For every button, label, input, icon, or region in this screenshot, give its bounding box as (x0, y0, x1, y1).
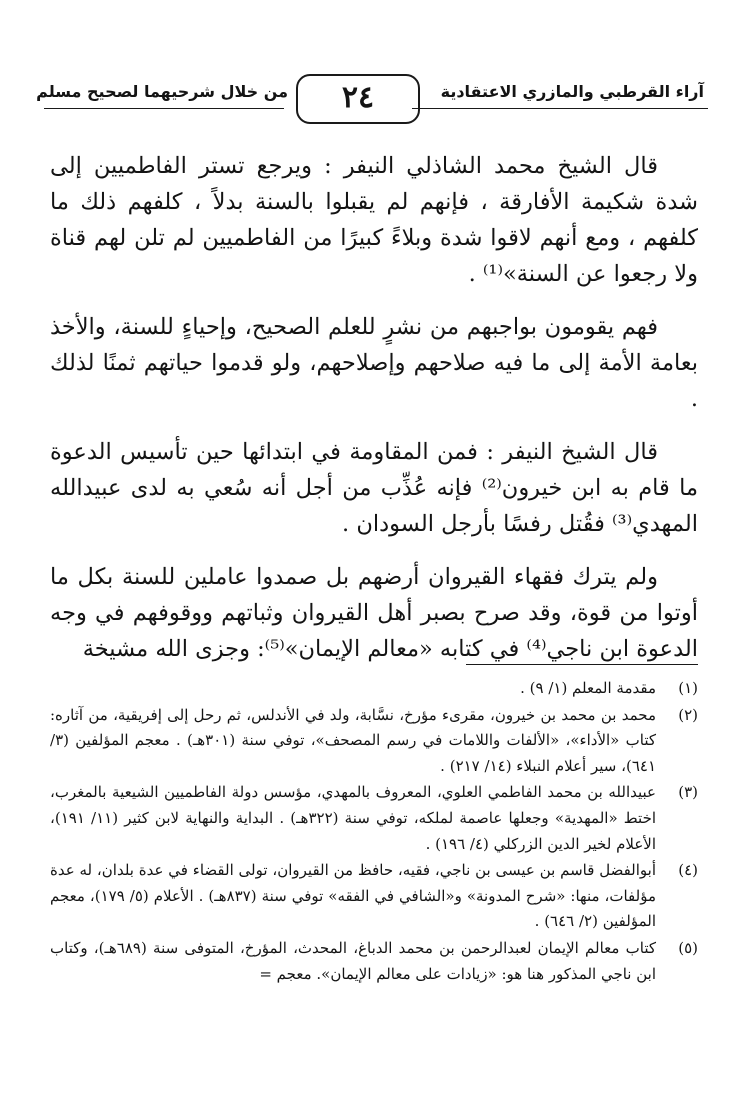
footnote-number: (٣) (678, 783, 698, 802)
footnote-number: (١) (678, 679, 698, 697)
footnote-text: عبيدالله بن محمد الفاطمي العلوي، المعروف بالمهدي، مؤسس دولة الفاطميين الشيعية بالمغرب، اختط «المهدية» وجعلها عاصمة لملكه، توفي سنة (٣٢٢هـ) . البداية والنهاية لابن كثير (١١/ ١٩١)، الأعلام لخير الدين الزركلي (٤/ ١٩٦) . (50, 783, 657, 853)
book-title: آراء القرطبي والمازري الاعتقادية (440, 82, 704, 101)
footnote (50, 703, 698, 780)
paragraph: قال الشيخ محمد الشاذلي النيفر : ويرجع تستر الفاطميين إلى شدة شكيمة الأفارقة ، فإنهم لم يقبلوا بالسنة بدلاً ، كلفهم ذلك ما كلفهم ، ومع أنهم لاقوا شدة وبلاءً كبيرًا من الفاطميين لم تلن لهم قناة ولا رجعوا عن السنة»⁽¹⁾ . (50, 153, 698, 287)
header-rule-right (412, 108, 708, 109)
page-number: ٢٤ (296, 74, 420, 124)
paragraph: ولم يترك فقهاء القيروان أرضهم بل صمدوا عاملين للسنة بكل ما أوتوا من قوة، وقد صرح بصبر أهل القيروان وثباتهم ووقوفهم في وجه الدعوة ابن ناجي⁽⁴⁾ في كتابه «معالم الإيمان»⁽⁵⁾: وجزى الله مشيخة (50, 564, 698, 662)
footnote-text: كتاب معالم الإيمان لعبدالرحمن بن محمد الدباغ، المحدث، المؤرخ، المتوفى سنة (٦٨٩هـ)، وكتاب ابن ناجي المذكور هنا هو: «زيادات على معالم الإيمان». معجم = (50, 938, 656, 983)
book-subtitle: من خلال شرحيهما لصحيح مسلم (36, 82, 288, 101)
main-text (50, 148, 698, 684)
footnote (50, 858, 698, 935)
footnote (50, 676, 698, 702)
header-rule-left (44, 108, 284, 109)
footnote-number: (٢) (678, 705, 698, 724)
footnotes (50, 676, 698, 988)
footnote-text: محمد بن محمد بن خيرون، مقرىء مؤرخ، نسَّابة، ولد في الأندلس، ثم رحل إلى إفريقية، من آثاره: كتاب «الأداء»، «الألفات واللامات في رسم المصحف»، توفي سنة (٣٠١هـ) . معجم المؤلفين (٣/ ٦٤١)، سير أعلام النبلاء (١٤/ ٢١٧) . (50, 705, 656, 775)
footnote-number: (٥) (678, 938, 698, 957)
footnote-text: أبوالفضل قاسم بن عيسى بن ناجي، فقيه، حافظ من القيروان، تولى القضاء في عدة بلدان، له عدة مؤلفات، منها: «شرح المدونة» و«الشافي في الفقه» توفي سنة (٨٣٧هـ) . الأعلام (٥/ ١٧٩)، معجم المؤلفين (٢/ ٦٤٦) . (50, 861, 656, 931)
paragraph: قال الشيخ النيفر : فمن المقاومة في ابتدائها حين تأسيس الدعوة ما قام به ابن خيرون⁽²⁾ فإنه عُذِّب من أجل أنه سُعي به لدى عبيدالله المهدي⁽³⁾ فقُتل رفسًا بأرجل السودان . (50, 439, 698, 537)
footnote-number: (٤) (678, 861, 698, 880)
footnote-text: مقدمة المعلم (١/ ٩) . (520, 679, 656, 697)
footnote-separator (466, 664, 698, 665)
paragraph: فهم يقومون بواجبهم من نشرٍ للعلم الصحيح، وإحياءٍ للسنة، والأخذ بعامة الأمة إلى ما فيه صلاحهم وإصلاحهم، ولو قدموا حياتهم ثمنًا لذلك . (50, 314, 698, 412)
running-header (0, 68, 752, 138)
footnote (50, 780, 698, 857)
footnote (50, 936, 698, 987)
